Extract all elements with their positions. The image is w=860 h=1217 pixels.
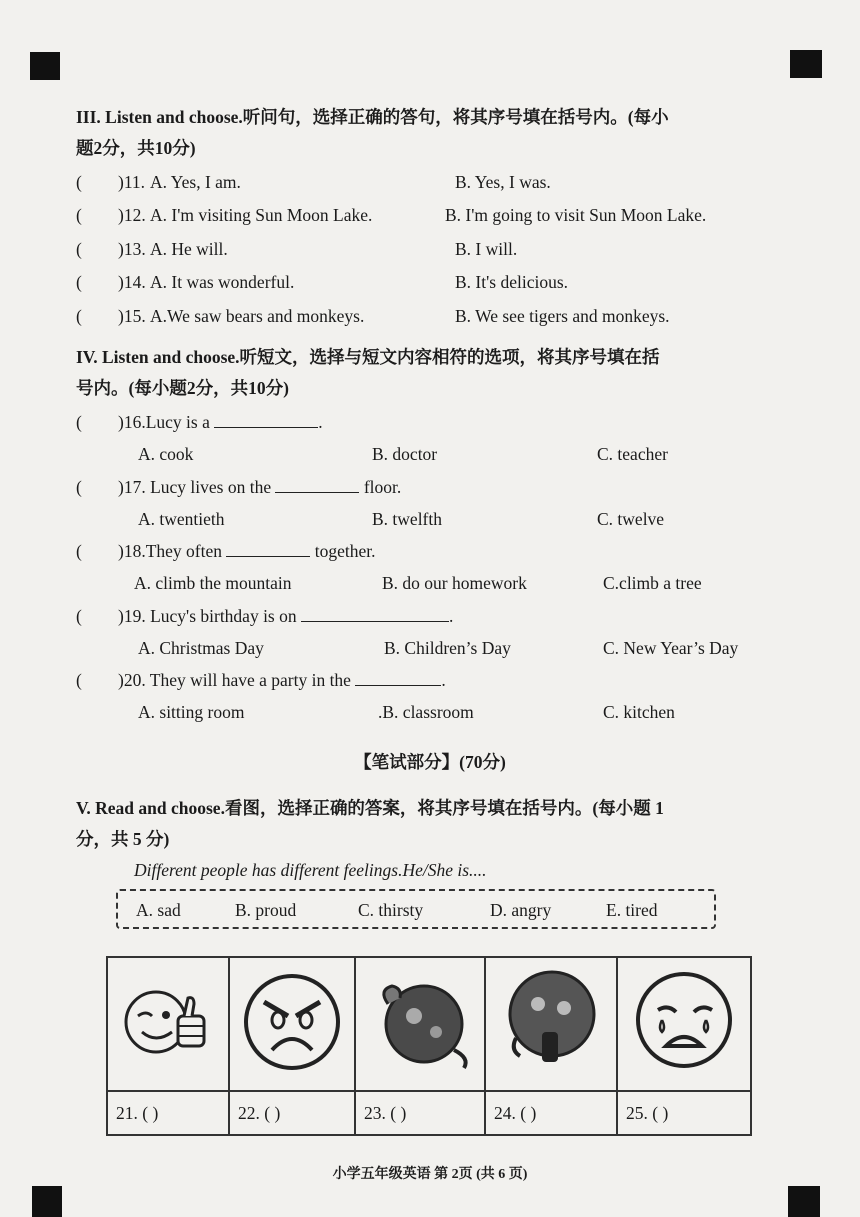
word-option: C. thirsty: [358, 900, 424, 920]
question-text-end: together.: [314, 541, 376, 561]
question-number: )13.: [118, 239, 146, 259]
answer-paren[interactable]: (: [76, 541, 82, 561]
written-part-heading: 【笔试部分】(70分): [354, 752, 506, 772]
option-a: A.We saw bears and monkeys.: [150, 306, 365, 326]
option-a: A. climb the mountain: [134, 573, 292, 593]
word-bank-box: [116, 889, 716, 929]
section-4-title: [76, 342, 660, 404]
option-b: B. Yes, I was.: [455, 172, 551, 192]
answer-cell-25[interactable]: 25. ( ): [617, 1091, 751, 1135]
picture-table: [106, 956, 752, 1136]
option-b: B. I'm going to visit Sun Moon Lake.: [445, 205, 707, 225]
option-b: B. It's delicious.: [455, 272, 569, 292]
picture-cell-25: [617, 957, 751, 1091]
question-text: )18.They often: [118, 541, 222, 561]
section-4-title-line1: IV. Listen and choose.听短文，选择与短文内容相符的选项，将其序号填在括: [76, 347, 660, 367]
question-19: [118, 606, 453, 627]
option-a: A. Yes, I am.: [150, 172, 241, 192]
option-c: C. teacher: [597, 444, 668, 464]
question-18: [118, 541, 376, 562]
angry-face-icon: [230, 958, 354, 1085]
option-a: A. I'm visiting Sun Moon Lake.: [150, 205, 373, 225]
tired-running-ball-icon: [356, 958, 484, 1085]
answer-paren[interactable]: (: [76, 306, 82, 326]
option-b: B. I will.: [455, 239, 518, 259]
section-5-title-line2: 分，共 5 分): [76, 829, 170, 849]
registration-mark-top-left: [30, 52, 60, 80]
question-text-end: .: [318, 412, 323, 432]
picture-cell-22: [229, 957, 355, 1091]
question-text: )16.Lucy is a: [118, 412, 210, 432]
section-5-title: [76, 793, 664, 855]
page-footer: 小学五年级英语 第 2页 (共 6 页): [332, 1167, 528, 1182]
winking-thumbs-up-face-icon: [108, 958, 228, 1085]
picture-row: [107, 957, 751, 1091]
option-c: C. twelve: [597, 509, 665, 529]
fill-blank[interactable]: [301, 607, 449, 622]
section-3-title-line1: III. Listen and choose.听问句，选择正确的答句，将其序号填在括号内。(每小: [76, 107, 669, 127]
option-a: A. cook: [138, 444, 194, 464]
answer-paren[interactable]: (: [76, 477, 82, 497]
answer-cell-24[interactable]: 24. ( ): [485, 1091, 617, 1135]
answer-cell-23[interactable]: 23. ( ): [355, 1091, 485, 1135]
option-b: .B. classroom: [378, 702, 474, 722]
fill-blank[interactable]: [226, 542, 310, 557]
picture-cell-21: [107, 957, 229, 1091]
word-option: E. tired: [606, 900, 658, 920]
option-b: B. We see tigers and monkeys.: [455, 306, 670, 326]
crying-sad-face-icon: [618, 958, 750, 1085]
question-number: )14.: [118, 272, 146, 292]
answer-paren[interactable]: (: [76, 606, 82, 626]
option-c: C.climb a tree: [603, 573, 702, 593]
section-3-title-line2: 题2分，共10分): [76, 138, 196, 158]
option-c: C. New Year’s Day: [603, 638, 739, 658]
option-b: B. do our homework: [382, 573, 527, 593]
picture-cell-24: [485, 957, 617, 1091]
section-3-title: [76, 102, 669, 164]
answer-paren[interactable]: (: [76, 272, 82, 292]
answer-paren[interactable]: (: [76, 205, 82, 225]
option-b: B. twelfth: [372, 509, 442, 529]
option-c: C. kitchen: [603, 702, 675, 722]
fill-blank[interactable]: [355, 671, 441, 686]
fill-blank[interactable]: [214, 413, 318, 428]
word-option: A. sad: [136, 900, 181, 920]
answer-paren[interactable]: (: [76, 172, 82, 192]
option-a: A. twentieth: [138, 509, 225, 529]
fill-blank[interactable]: [275, 478, 359, 493]
word-option: D. angry: [490, 900, 552, 920]
word-option: B. proud: [235, 900, 297, 920]
question-text-end: floor.: [363, 477, 402, 497]
answer-paren[interactable]: (: [76, 670, 82, 690]
option-b: B. Children’s Day: [384, 638, 511, 658]
question-number: )11.: [118, 172, 146, 192]
section-5-title-line1: V. Read and choose.看图，选择正确的答案，将其序号填在括号内。(每小题 1: [76, 798, 664, 818]
question-number: )12.: [118, 205, 146, 225]
question-text: )20. They will have a party in the: [118, 670, 351, 690]
answer-cell-21[interactable]: 21. ( ): [107, 1091, 229, 1135]
answer-paren[interactable]: (: [76, 239, 82, 259]
section-4-title-line2: 号内。(每小题2分，共10分): [76, 378, 289, 398]
picture-cell-23: [355, 957, 485, 1091]
question-20: [118, 670, 446, 691]
registration-mark-bottom-left: [32, 1186, 62, 1217]
question-text-end: .: [441, 670, 446, 690]
question-17: [118, 477, 401, 498]
answer-paren[interactable]: (: [76, 412, 82, 432]
registration-mark-bottom-right: [788, 1186, 820, 1217]
option-a: A. sitting room: [138, 702, 245, 722]
answer-row: [107, 1091, 751, 1135]
question-text: )19. Lucy's birthday is on: [118, 606, 297, 626]
question-16: [118, 412, 323, 433]
registration-mark-top-right: [790, 50, 822, 78]
thirsty-ball-tongue-icon: [486, 958, 616, 1085]
answer-cell-22[interactable]: 22. ( ): [229, 1091, 355, 1135]
section-5-instruction: Different people has different feelings.He/She is....: [134, 860, 487, 880]
question-number: )15.: [118, 306, 146, 326]
option-b: B. doctor: [372, 444, 438, 464]
question-text-end: .: [449, 606, 454, 626]
question-text: )17. Lucy lives on the: [118, 477, 272, 497]
option-a: A. Christmas Day: [138, 638, 264, 658]
option-a: A. He will.: [150, 239, 228, 259]
option-a: A. It was wonderful.: [150, 272, 295, 292]
